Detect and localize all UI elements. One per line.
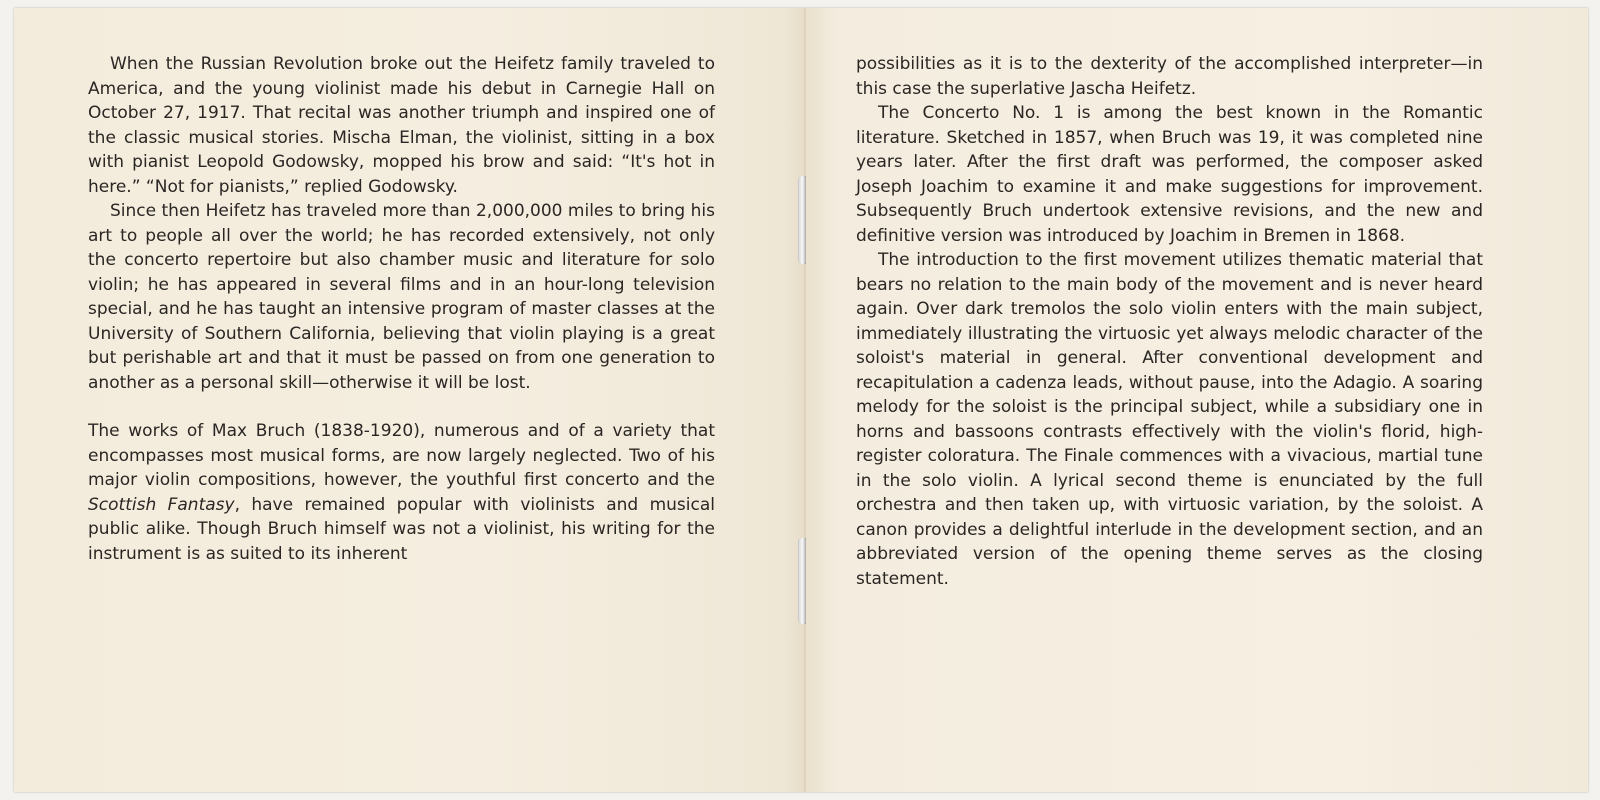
left-paragraph-3 <box>88 419 715 566</box>
right-paragraph-3: The introduction to the first movement utilizes thematic material that bears no relation to the main body of the movement and is never heard again. Over dark tremolos the solo violin enters with the main subject, immediately illustrating the virtuosic yet always melodic character of the soloist's material in general. After conventional development and recapitulation a cadenza leads, without pause, into the Adagio. A soaring melody for the soloist is the principal subject, while a subsidiary one in horns and bassoons contrasts effectively with the violin's florid, high-register coloratura. The Finale commences with a vivacious, martial tune in the solo violin. A lyrical second theme is enunciated by the full orchestra and then taken up, with virtuosic variation, by the soloist. A canon provides a delightful interlude in the development section, and an abbreviated version of the opening theme serves as the closing statement. <box>856 250 1483 589</box>
left-text-column <box>88 52 715 566</box>
left-paragraph-3-end: , have remained popular with violinists and musical public alike. Though Bruch himself was not a violinist, his writing for the instrument is as suited to its inherent <box>88 494 715 564</box>
booklet-spread <box>14 8 1588 792</box>
left-paragraph-2: Since then Heifetz has traveled more than 2,000,000 miles to bring his art to people all over the world; he has recorded extensively, not only the concerto repertoire but also chamber music and literature for solo violin; he has appeared in several films and in an hour-long television special, and he has taught an intensive program of master classes at the University of Southern California, believing that violin playing is a great but perishable art and that it must be passed on from one generation to another as a personal skill—otherwise it will be lost. <box>88 201 715 393</box>
scottish-fantasy-title: Scottish Fantasy <box>88 494 235 515</box>
right-paragraph-1: possibilities as it is to the dexterity of the accomplished interpreter—in this case the superlative Jascha Heifetz. <box>856 54 1483 99</box>
right-text-column <box>856 52 1483 591</box>
left-paragraph-1: When the Russian Revolution broke out the Heifetz family traveled to America, and the young violinist made his debut in Carnegie Hall on October 27, 1917. That recital was another triumph and inspired one of the classic musical stories. Mischa Elman, the violinist, sitting in a box with pianist Leopold Godowsky, mopped his brow and said: “It's hot in here.” “Not for pianists,” replied Godowsky. <box>88 54 715 197</box>
left-page <box>14 8 806 792</box>
left-paragraph-3-start: The works of Max Bruch (1838-1920), numerous and of a variety that encompasses most musical forms, are now largely neglected. Two of his major violin compositions, however, the youthful first concerto and the <box>88 421 715 490</box>
right-paragraph-2: The Concerto No. 1 is among the best known in the Romantic literature. Sketched in 1857, when Bruch was 19, it was completed nine years later. After the first draft was performed, the composer asked Joseph Joachim to examine it and make suggestions for improvement. Subsequently Bruch undertook extensive revisions, and the new and definitive version was introduced by Joachim in Bremen in 1868. <box>856 103 1483 246</box>
